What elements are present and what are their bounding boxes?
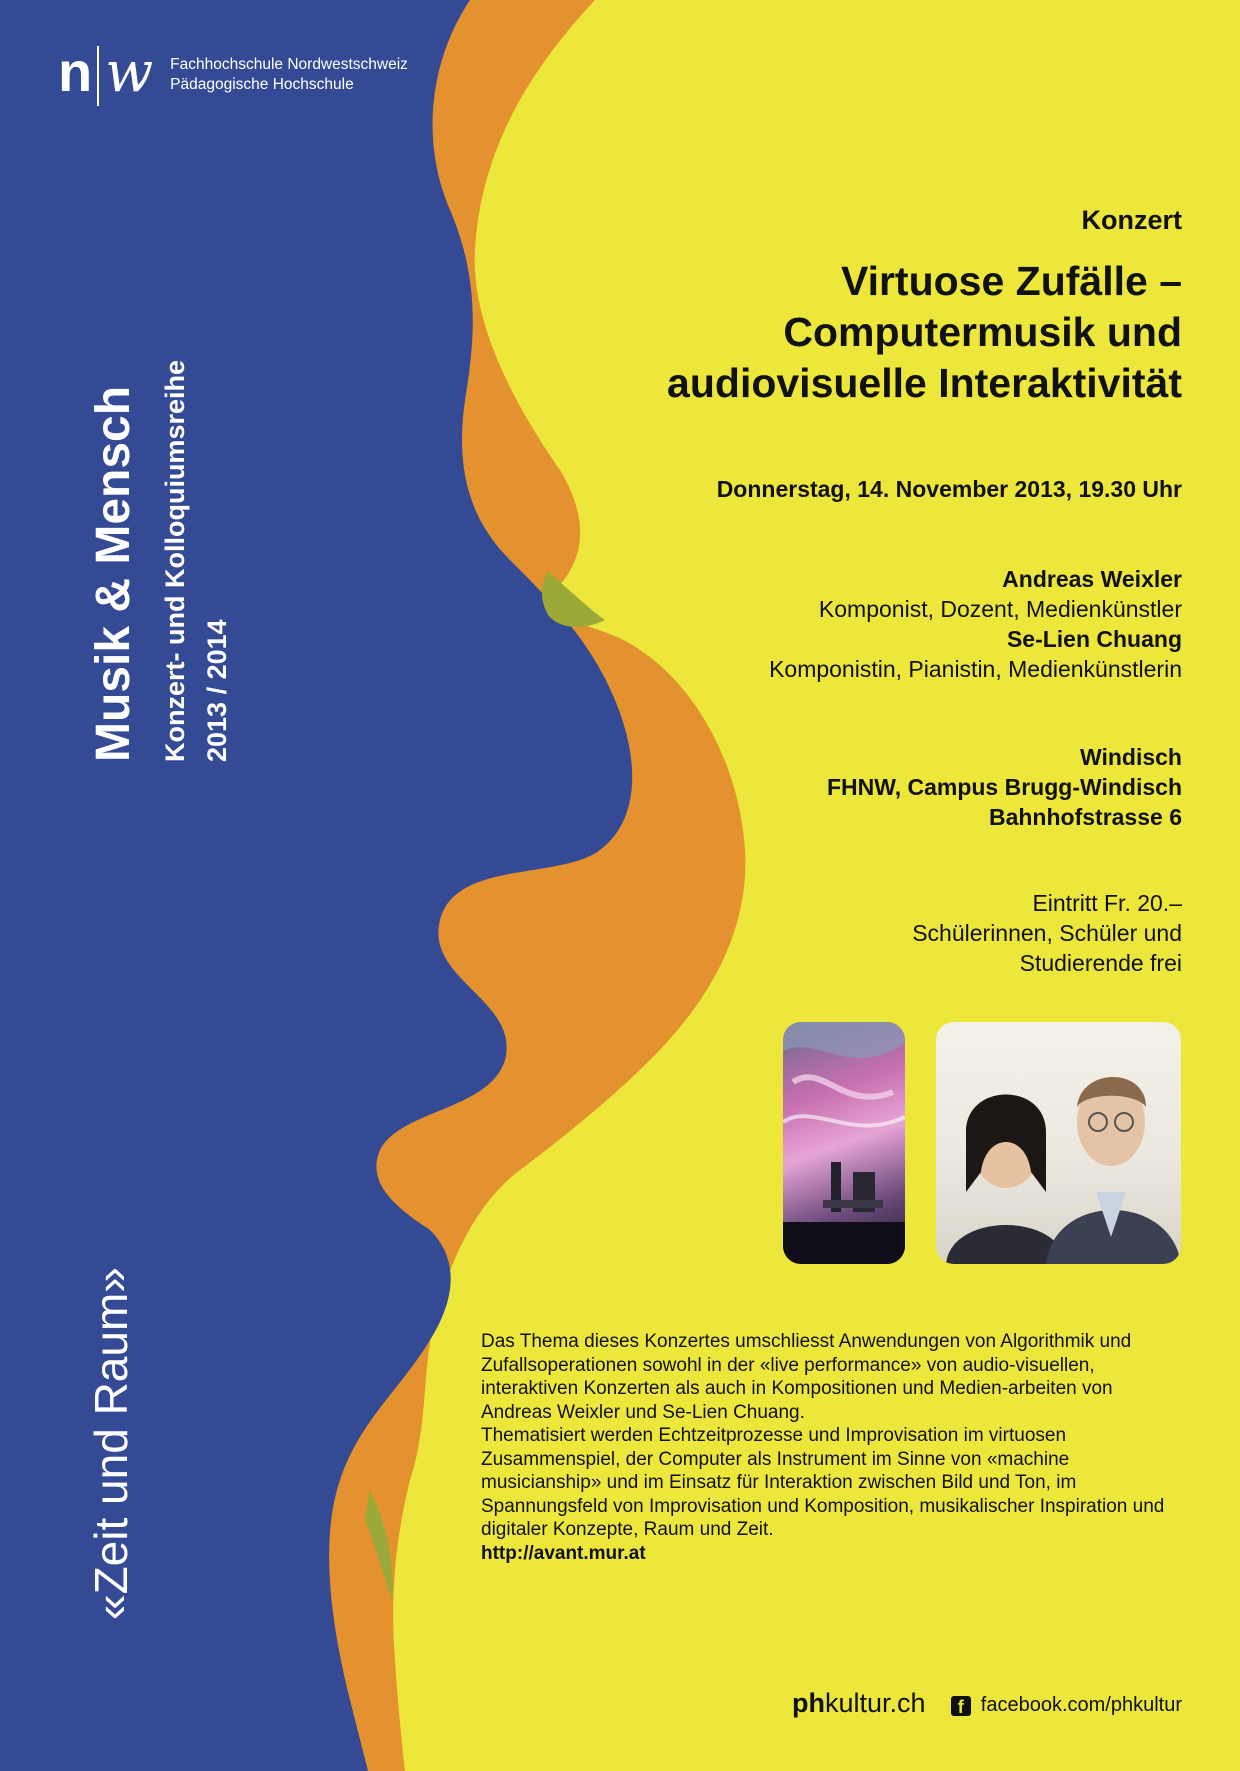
org-line-1: Fachhochschule Nordwestschweiz	[170, 56, 408, 74]
title-line-1: Virtuose Zufälle –	[840, 258, 1182, 304]
facebook-icon: f	[951, 1696, 971, 1716]
title-line-3: audiovisuelle Interaktivität	[667, 360, 1182, 406]
site-prefix: ph	[792, 1688, 825, 1718]
event-date: Donnerstag, 14. November 2013, 19.30 Uhr	[716, 476, 1182, 502]
title-line-2: Computermusik und	[783, 309, 1182, 355]
event-description	[481, 1330, 1181, 1565]
venue-line-2: FHNW, Campus Brugg-Windisch	[826, 774, 1182, 800]
admission-line-1: Eintritt Fr. 20.–	[1032, 890, 1182, 916]
facebook-url: facebook.com/phkultur	[980, 1694, 1182, 1716]
admission-line-3: Studierende frei	[1019, 950, 1182, 976]
performer-2-role: Komponistin, Pianistin, Medienkünstlerin	[769, 656, 1182, 682]
series-years: 2013 / 2014	[202, 619, 232, 762]
performers	[769, 564, 1182, 684]
description-paragraph-2: Thematisiert werden Echtzeitprozesse und Improvisation im virtuosen Zusammenspiel, der Computer als Instrument im Sinne von «machine musicianship» und im Einsatz für Interaktion zwischen Bild und Ton, im Spannungsfeld von Improvisation und Komposition, musikalischer Inspiration und digitaler Konzepte, Raum und Zeit.	[481, 1425, 1165, 1540]
venue	[827, 742, 1182, 832]
facebook-link[interactable]	[951, 1694, 1182, 1717]
event-title	[667, 256, 1182, 409]
series-subtitle: Konzert- und Kolloquiumsreihe	[160, 360, 190, 762]
org-line-2: Pädagogische Hochschule	[170, 76, 354, 94]
venue-line-1: Windisch	[1079, 744, 1182, 770]
site-rest: kultur.ch	[825, 1688, 926, 1718]
admission-line-2: Schülerinnen, Schüler und	[912, 920, 1182, 946]
logo-divider	[97, 46, 99, 106]
phkultur-website[interactable]	[792, 1688, 926, 1719]
performance-photo	[783, 1022, 905, 1264]
venue-line-3: Bahnhofstrasse 6	[988, 804, 1182, 830]
performer-1-name: Andreas Weixler	[1002, 566, 1182, 592]
performers-portrait-photo	[936, 1022, 1181, 1264]
fhnw-logo	[58, 40, 408, 106]
performance-photo-art	[783, 1022, 905, 1264]
performer-1-role: Komponist, Dozent, Medienkünstler	[818, 596, 1182, 622]
series-theme: «Zeit und Raum»	[85, 1267, 137, 1620]
event-kicker: Konzert	[1081, 205, 1182, 235]
logo-letter-w: w	[105, 40, 153, 105]
portrait-art	[936, 1022, 1181, 1264]
logo-mark	[58, 40, 153, 106]
admission-info	[912, 888, 1182, 978]
description-paragraph-1: Das Thema dieses Konzertes umschliesst Anwendungen von Algorithmik und Zufallsoperationen sowohl in der «live performance» von audio-visuellen, interaktiven Konzerten als auch in Kompositionen und Medien-arbeiten von Andreas Weixler und Se-Lien Chuang.	[481, 1331, 1132, 1423]
performer-2-name: Se-Lien Chuang	[1006, 626, 1182, 652]
series-title: Musik & Mensch	[87, 385, 140, 762]
logo-letter-n: n	[58, 40, 92, 103]
website-link[interactable]: http://avant.mur.at	[481, 1542, 646, 1564]
organization-name	[170, 55, 408, 95]
